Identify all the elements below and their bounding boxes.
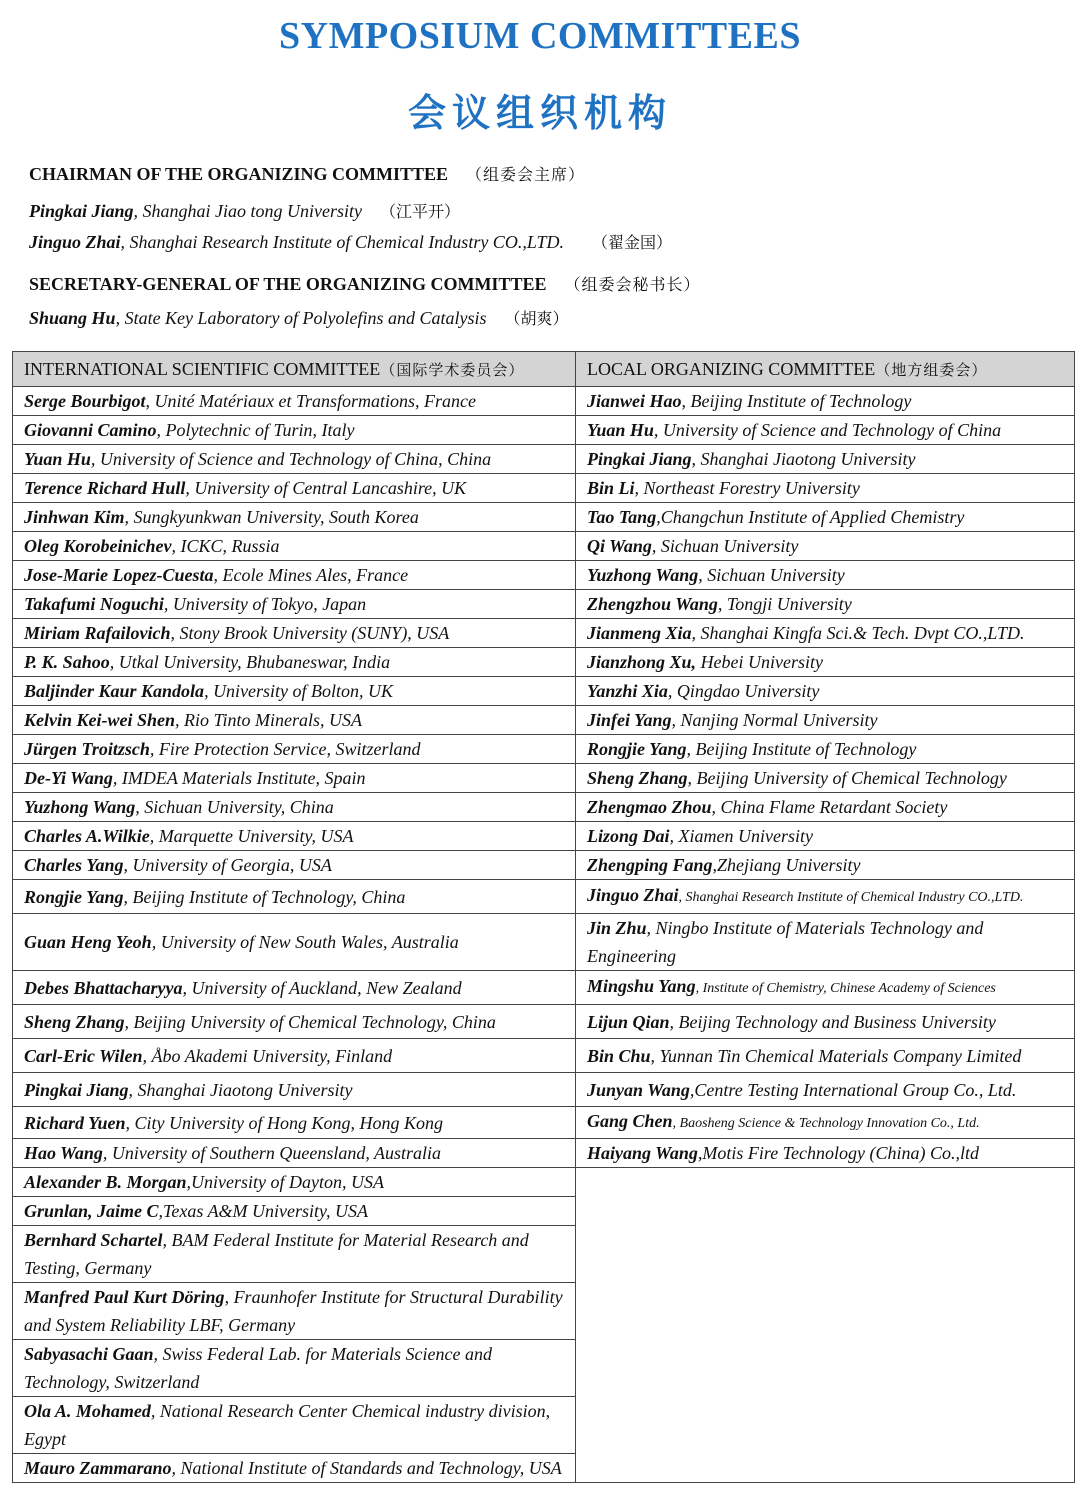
member-affil: , Sichuan University, China: [135, 797, 334, 817]
member-name: Jianzhong Xu,: [587, 652, 697, 672]
member-name: Junyan Wang: [587, 1079, 690, 1100]
member-name: Bin Li: [587, 478, 635, 498]
member-affil: , Qingdao University: [667, 681, 820, 701]
member-affil: , Shanghai Jiaotong University: [691, 449, 916, 469]
international-member-cell: [13, 971, 576, 1005]
table-row: [13, 1005, 1075, 1039]
member-name: Jinhwan Kim: [24, 507, 125, 527]
table-row: [13, 619, 1075, 648]
international-member-cell: [13, 503, 576, 532]
member-name: Bin Chu: [587, 1045, 651, 1066]
member-name: Sheng Zhang: [24, 1011, 125, 1032]
local-member-cell: [576, 851, 1075, 880]
member-affil: , Rio Tinto Minerals, USA: [175, 710, 363, 730]
international-member-cell: [13, 822, 576, 851]
member-affil: , National Research Center Chemical industry division, Egypt: [24, 1401, 551, 1449]
table-row: [13, 793, 1075, 822]
table-row: [13, 1039, 1075, 1073]
member-name: Zhengmao Zhou: [587, 797, 712, 817]
member-affil: , University of Science and Technology of China: [653, 420, 1002, 440]
secretary-member: [29, 306, 569, 329]
member-name: Manfred Paul Kurt Döring: [24, 1287, 225, 1307]
member-affil: , Utkal University, Bhubaneswar, India: [109, 652, 391, 672]
member-name: Serge Bourbigot: [24, 391, 146, 411]
table-row: [13, 474, 1075, 503]
member-name: Jin Zhu: [587, 918, 647, 938]
international-member-cell: [13, 1073, 576, 1107]
member-affil: , Unité Matériaux et Transformations, France: [145, 391, 477, 411]
local-member-cell: [576, 793, 1075, 822]
member-affil: , Sichuan University: [698, 565, 845, 585]
table-row: [13, 822, 1075, 851]
member-name: Jürgen Troitzsch: [24, 739, 150, 759]
member-name: Baljinder Kaur Kandola: [24, 681, 205, 701]
member-name: De-Yi Wang: [24, 768, 113, 788]
international-member-cell: [13, 445, 576, 474]
member-affil: ,Texas A&M University, USA: [158, 1201, 369, 1221]
member-name: Yuzhong Wang: [587, 565, 699, 585]
member-cn: （胡爽）: [504, 309, 569, 328]
local-member-cell: [576, 1005, 1075, 1039]
member-affil: ,Changchun Institute of Applied Chemistry: [656, 507, 965, 527]
member-name: Jinguo Zhai: [29, 232, 121, 252]
local-member-cell: [576, 532, 1075, 561]
member-affil: , Ningbo Institute of Materials Technology and Engineering: [587, 918, 984, 966]
member-affil: , University of Science and Technology of China, China: [90, 449, 492, 469]
table-row: [13, 851, 1075, 880]
international-member-cell: [13, 880, 576, 914]
local-member-cell: [576, 822, 1075, 851]
member-affil: , Northeast Forestry University: [634, 478, 860, 498]
local-member-cell: [576, 590, 1075, 619]
local-member-cell: [576, 1039, 1075, 1073]
local-member-cell: [576, 880, 1075, 914]
local-member-cell: [576, 1073, 1075, 1107]
local-member-cell: [576, 474, 1075, 503]
member-affil: , University of Bolton, UK: [204, 681, 394, 701]
member-name: Oleg Korobeinichev: [24, 536, 172, 556]
table-row: [13, 387, 1075, 416]
member-name: Kelvin Kei-wei Shen: [24, 710, 176, 730]
member-name: Terence Richard Hull: [24, 478, 186, 498]
international-committee-header: [13, 352, 576, 387]
member-affil: , Stony Brook University (SUNY), USA: [170, 623, 450, 643]
local-member-cell: [576, 561, 1075, 590]
chairman-member: [29, 199, 460, 222]
member-affil: , Beijing Institute of Technology: [686, 739, 917, 759]
local-member-cell: [576, 1139, 1075, 1168]
empty-cell: [576, 1168, 1075, 1483]
member-affil: , University of New South Wales, Australia: [151, 932, 459, 952]
member-affil: , Shanghai Jiaotong University: [128, 1079, 353, 1100]
member-name: P. K. Sahoo: [24, 652, 110, 672]
international-member-cell: [13, 474, 576, 503]
local-member-cell: [576, 914, 1075, 971]
member-name: Yanzhi Xia: [587, 681, 668, 701]
member-name: Guan Heng Yeoh: [24, 932, 152, 952]
local-member-cell: [576, 706, 1075, 735]
member-name: Rongjie Yang: [24, 886, 124, 907]
international-member-cell: [13, 764, 576, 793]
member-affil: , University of Southern Queensland, Australia: [102, 1143, 442, 1163]
member-affil: , University of Georgia, USA: [123, 855, 332, 875]
member-affil: , Sungkyunkwan University, South Korea: [124, 507, 419, 527]
international-member-cell: [13, 793, 576, 822]
member-affil: , Tongji University: [717, 594, 852, 614]
member-name: Yuan Hu: [587, 420, 654, 440]
member-name: Hao Wang: [24, 1143, 103, 1163]
member-name: Giovanni Camino: [24, 420, 157, 440]
international-member-cell: [13, 851, 576, 880]
member-affil: , Ecole Mines Ales, France: [213, 565, 409, 585]
member-affil: , Baosheng Science & Technology Innovation Co., Ltd.: [672, 1116, 980, 1131]
table-row: [13, 590, 1075, 619]
member-name: Bernhard Schartel: [24, 1230, 163, 1250]
member-affil: ,Centre Testing International Group Co., Ltd.: [689, 1079, 1017, 1100]
secretary-heading: SECRETARY-GENERAL OF THE ORGANIZING COMMITTEE: [29, 274, 547, 294]
page-subtitle: 会议组织机构: [407, 91, 672, 135]
chairman-member: [29, 230, 672, 253]
international-member-cell: [13, 677, 576, 706]
member-affil: , BAM Federal Institute for Material Research and Testing, Germany: [24, 1230, 529, 1278]
international-member-cell: [13, 648, 576, 677]
international-member-cell: [13, 532, 576, 561]
table-row: [13, 532, 1075, 561]
international-member-cell: [13, 1005, 576, 1039]
local-member-cell: [576, 619, 1075, 648]
member-name: Charles A.Wilkie: [24, 826, 150, 846]
chairman-heading-cn: （组委会主席）: [466, 165, 586, 184]
international-member-cell: [13, 1039, 576, 1073]
member-name: Jose-Marie Lopez-Cuesta: [24, 565, 214, 585]
secretary-heading-line: [29, 272, 700, 295]
member-affil: , ICKC, Russia: [171, 536, 280, 556]
international-member-cell: [13, 1168, 576, 1197]
member-name: Jinguo Zhai: [587, 885, 679, 905]
local-committee-header: [576, 352, 1075, 387]
table-row: [13, 764, 1075, 793]
member-affil: , National Institute of Standards and Technology, USA: [171, 1458, 562, 1478]
member-name: Jianmeng Xia: [587, 623, 692, 643]
member-name: Pingkai Jiang: [24, 1079, 129, 1100]
table-row: [13, 735, 1075, 764]
member-name: Sheng Zhang: [587, 768, 688, 788]
international-member-cell: [13, 561, 576, 590]
member-cn: （翟金国）: [591, 233, 672, 252]
member-affil: , Sichuan University: [651, 536, 799, 556]
member-name: Gang Chen: [587, 1111, 673, 1131]
member-name: Haiyang Wang: [587, 1143, 698, 1163]
international-member-cell: [13, 1283, 576, 1340]
international-member-cell: [13, 1139, 576, 1168]
local-member-cell: [576, 648, 1075, 677]
international-member-cell: [13, 1340, 576, 1397]
local-member-cell: [576, 503, 1075, 532]
table-row: [13, 880, 1075, 914]
member-name: Mingshu Yang: [587, 976, 696, 996]
member-affil: , Beijing Institute of Technology, China: [123, 886, 406, 907]
member-name: Lizong Dai: [587, 826, 670, 846]
member-name: Ola A. Mohamed: [24, 1401, 151, 1421]
member-name: Shuang Hu: [29, 308, 116, 328]
member-name: Jianwei Hao: [587, 391, 682, 411]
international-member-cell: [13, 914, 576, 971]
member-affil: , Swiss Federal Lab. for Materials Science and Technology, Switzerland: [24, 1344, 492, 1392]
chairman-heading: CHAIRMAN OF THE ORGANIZING COMMITTEE: [29, 164, 449, 184]
header-label-cn: （国际学术委员会）: [380, 360, 525, 379]
member-name: Mauro Zammarano: [24, 1458, 172, 1478]
international-member-cell: [13, 619, 576, 648]
member-name: Carl-Eric Wilen: [24, 1045, 143, 1066]
member-affil: , State Key Laboratory of Polyolefins and Catalysis: [115, 308, 487, 328]
member-name: Pingkai Jiang: [29, 201, 134, 221]
member-affil: , Beijing University of Chemical Technology: [687, 768, 1007, 788]
local-member-cell: [576, 735, 1075, 764]
member-name: Miriam Rafailovich: [24, 623, 171, 643]
member-name: Zhengzhou Wang: [587, 594, 718, 614]
local-member-cell: [576, 971, 1075, 1005]
table-row: [13, 1107, 1075, 1139]
local-member-cell: [576, 387, 1075, 416]
table-row: [13, 561, 1075, 590]
member-cn: （江平开）: [380, 202, 461, 221]
table-row: [13, 416, 1075, 445]
member-affil: , University of Tokyo, Japan: [163, 594, 367, 614]
member-affil: , Shanghai Research Institute of Chemical Industry CO.,LTD.: [120, 232, 564, 252]
member-name: Qi Wang: [587, 536, 652, 556]
local-member-cell: [576, 677, 1075, 706]
member-affil: ,Motis Fire Technology (China) Co.,ltd: [697, 1143, 980, 1163]
member-affil: , Fraunhofer Institute for Structural Durability and System Reliability LBF, Germany: [24, 1287, 563, 1335]
local-member-cell: [576, 1107, 1075, 1139]
member-affil: , Beijing Institute of Technology: [681, 391, 912, 411]
member-affil: , University of Auckland, New Zealand: [182, 977, 462, 998]
international-member-cell: [13, 735, 576, 764]
member-name: Pingkai Jiang: [587, 449, 692, 469]
member-name: Debes Bhattacharyya: [24, 977, 183, 998]
header-label-cn: （地方组委会）: [875, 360, 988, 379]
member-affil: , University of Central Lancashire, UK: [185, 478, 467, 498]
table-row: [13, 677, 1075, 706]
secretary-heading-cn: （组委会秘书长）: [564, 275, 701, 294]
local-member-cell: [576, 416, 1075, 445]
international-member-cell: [13, 706, 576, 735]
international-member-cell: [13, 387, 576, 416]
member-affil: , Institute of Chemistry, Chinese Academy of Sciences: [695, 981, 996, 996]
member-affil: , Marquette University, USA: [149, 826, 354, 846]
international-member-cell: [13, 1107, 576, 1139]
member-affil: , Beijing Technology and Business University: [669, 1011, 996, 1032]
member-affil: , Polytechnic of Turin, Italy: [156, 420, 355, 440]
international-member-cell: [13, 1454, 576, 1483]
member-affil: , Beijing University of Chemical Technology, China: [124, 1011, 496, 1032]
international-member-cell: [13, 416, 576, 445]
member-affil: Hebei University: [696, 652, 824, 672]
header-label: LOCAL ORGANIZING COMMITTEE: [587, 358, 876, 379]
table-row: [13, 445, 1075, 474]
member-affil: ,University of Dayton, USA: [186, 1172, 384, 1192]
member-name: Zhengping Fang: [587, 855, 713, 875]
international-member-cell: [13, 590, 576, 619]
member-name: Charles Yang: [24, 855, 124, 875]
member-affil: , Åbo Akademi University, Finland: [142, 1045, 393, 1066]
member-name: Takafumi Noguchi: [24, 594, 164, 614]
member-affil: , Yunnan Tin Chemical Materials Company Limited: [650, 1045, 1022, 1066]
international-member-cell: [13, 1397, 576, 1454]
member-name: Yuzhong Wang: [24, 797, 136, 817]
member-name: Sabyasachi Gaan: [24, 1344, 154, 1364]
member-name: Rongjie Yang: [587, 739, 687, 759]
member-affil: , Fire Protection Service, Switzerland: [149, 739, 421, 759]
table-header-row: [13, 352, 1075, 387]
member-name: Richard Yuen: [24, 1112, 126, 1133]
member-affil: , Xiamen University: [669, 826, 813, 846]
table-row: [13, 914, 1075, 971]
member-affil: , IMDEA Materials Institute, Spain: [112, 768, 366, 788]
member-name: Jinfei Yang: [587, 710, 672, 730]
page-title: SYMPOSIUM COMMITTEES: [279, 15, 801, 57]
header-label: INTERNATIONAL SCIENTIFIC COMMITTEE: [24, 358, 381, 379]
member-affil: , Shanghai Kingfa Sci.& Tech. Dvpt CO.,LTD.: [691, 623, 1025, 643]
member-affil: , City University of Hong Kong, Hong Kong: [125, 1112, 444, 1133]
local-member-cell: [576, 764, 1075, 793]
committees-table: [12, 351, 1075, 1483]
table-row: [13, 1073, 1075, 1107]
member-name: Lijun Qian: [587, 1011, 670, 1032]
member-affil: ,Zhejiang University: [712, 855, 861, 875]
member-affil: , Shanghai Research Institute of Chemical Industry CO.,LTD.: [678, 890, 1024, 905]
table-row: [13, 648, 1075, 677]
table-row: [13, 1139, 1075, 1168]
international-member-cell: [13, 1197, 576, 1226]
member-affil: , Nanjing Normal University: [671, 710, 878, 730]
member-name: Alexander B. Morgan: [24, 1172, 187, 1192]
table-row: [13, 503, 1075, 532]
international-member-cell: [13, 1226, 576, 1283]
member-affil: , China Flame Retardant Society: [711, 797, 948, 817]
table-row: [13, 706, 1075, 735]
member-affil: , Shanghai Jiao tong University: [133, 201, 363, 221]
table-row: [13, 971, 1075, 1005]
chairman-heading-line: [29, 162, 585, 185]
member-name: Grunlan, Jaime C: [24, 1201, 159, 1221]
member-name: Yuan Hu: [24, 449, 91, 469]
member-name: Tao Tang: [587, 507, 657, 527]
local-member-cell: [576, 445, 1075, 474]
table-row: [13, 1168, 1075, 1197]
